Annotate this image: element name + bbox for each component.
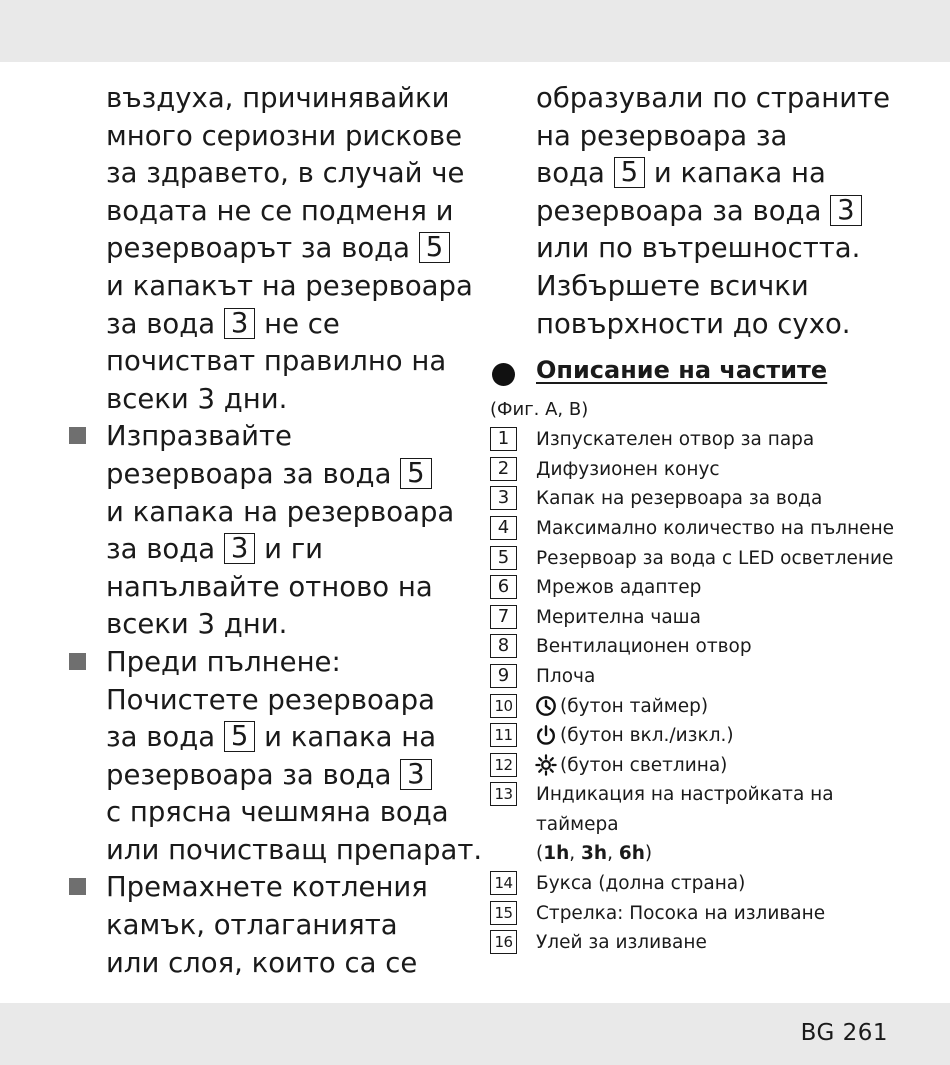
- left-column: [66, 80, 483, 982]
- part-label: (бутон светлина): [560, 754, 728, 776]
- text-line: напълвайте отново на: [106, 570, 433, 603]
- text-line: или по вътрешността.: [536, 232, 861, 265]
- text-line: вода 5 и капака на: [536, 156, 826, 190]
- text-line: за вода 5 и капака на: [106, 720, 437, 754]
- part-label: Мрежов адаптер: [536, 577, 702, 599]
- part-ref-tank: 5: [224, 721, 256, 752]
- round-bullet-icon: [492, 363, 515, 386]
- text-line: или слоя, които са се: [106, 946, 418, 979]
- section-heading: [490, 356, 930, 392]
- timer-options: (1h, 3h, 6h): [536, 843, 653, 865]
- bullet-remove-limescale: [66, 869, 466, 982]
- part-label: Мерителна чаша: [536, 606, 701, 628]
- text-line: Премахнете котления: [106, 871, 428, 904]
- list-item: [490, 544, 930, 574]
- text-line: въздуха, причинявайки: [106, 82, 450, 114]
- text-line: за вода 3 не се: [106, 306, 340, 340]
- right-column: [490, 80, 930, 958]
- list-item: [490, 751, 930, 781]
- list-item: [490, 899, 930, 929]
- part-label: Букса (долна страна): [536, 873, 746, 895]
- bullet-empty-refill: [66, 418, 466, 644]
- text-line: повърхности до сухо.: [536, 307, 851, 340]
- text-line: за вода 3 и ги: [106, 532, 324, 566]
- list-item: [490, 721, 930, 751]
- part-ref-tank: 5: [614, 157, 646, 188]
- bullet-before-filling: [66, 644, 483, 870]
- part-number: 1: [490, 427, 517, 451]
- part-number: 15: [490, 901, 517, 925]
- text-line: всеки 3 дни.: [106, 608, 288, 641]
- list-item: [490, 455, 930, 485]
- part-number: 9: [490, 664, 517, 688]
- text-line: всеки 3 дни.: [106, 382, 288, 415]
- intro-paragraph: [66, 80, 473, 418]
- part-number: 5: [490, 546, 517, 570]
- clock-icon: [535, 695, 557, 717]
- list-item: [490, 632, 930, 662]
- top-band: [0, 0, 950, 62]
- part-label: Плоча: [536, 665, 596, 687]
- part-ref-tank: 5: [400, 458, 432, 489]
- part-ref-lid: 3: [224, 533, 256, 564]
- part-label: Дифузионен конус: [536, 458, 720, 480]
- part-label: Резервоар за вода с LED осветление: [536, 547, 894, 569]
- part-label: Капак на резервоара за вода: [536, 488, 823, 510]
- text-line: водата не се подменя и: [106, 194, 454, 227]
- text-line: резервоарът за вода 5: [106, 230, 466, 268]
- list-item: [490, 425, 930, 455]
- part-number: 4: [490, 516, 517, 540]
- part-ref-lid: 3: [224, 308, 256, 339]
- part-ref-lid: 3: [830, 195, 862, 226]
- square-bullet-icon: [69, 878, 86, 895]
- part-number: 3: [490, 486, 517, 510]
- text-line: и капакът на резервоара: [106, 269, 473, 302]
- text-line: резервоара за вода 5: [106, 456, 466, 494]
- part-label: Изпускателен отвор за пара: [536, 429, 815, 451]
- text-line: резервоара за вода 3: [106, 757, 466, 795]
- parts-list: [490, 425, 930, 958]
- text-line: с прясна чешмяна вода: [106, 796, 449, 829]
- part-number: 8: [490, 634, 517, 658]
- text-line: за здравето, в случай че: [106, 157, 465, 190]
- text-line: резервоара за вода 3: [536, 193, 930, 231]
- list-item: [490, 928, 930, 958]
- page-number: BG 261: [800, 1020, 888, 1046]
- part-number: 6: [490, 575, 517, 599]
- text-line: Изпразвайте: [106, 420, 292, 453]
- square-bullet-icon: [69, 427, 86, 444]
- text-line: и капака на резервоара: [106, 495, 455, 528]
- part-number: 13: [490, 782, 517, 806]
- text-line: много сериозни рискове: [106, 119, 462, 152]
- text-line: Преди пълнене:: [106, 645, 341, 678]
- figure-reference: (Фиг. A, B): [490, 399, 589, 421]
- list-item: [490, 692, 930, 722]
- part-label: Индикация на настройката на: [536, 784, 834, 806]
- section-heading-text: Описание на частите: [536, 356, 828, 385]
- part-number: 2: [490, 457, 517, 481]
- list-item: [490, 573, 930, 603]
- part-number: 7: [490, 605, 517, 629]
- list-item: [490, 484, 930, 514]
- part-number: 16: [490, 930, 517, 954]
- part-label: Стрелка: Посока на изливане: [536, 902, 826, 924]
- part-label: (бутон вкл./изкл.): [560, 725, 734, 747]
- part-number: 12: [490, 753, 517, 777]
- text-line: Почистете резервоара: [106, 683, 435, 716]
- part-number: 14: [490, 871, 517, 895]
- part-ref-tank: 5: [419, 232, 451, 263]
- text-line: Избършете всички: [536, 269, 809, 302]
- part-label: Вентилационен отвор: [536, 636, 752, 658]
- list-item: [490, 780, 930, 869]
- list-item: [490, 603, 930, 633]
- list-item: [490, 514, 930, 544]
- part-label: Максимално количество на пълнене: [536, 517, 895, 539]
- sun-icon: [535, 754, 557, 776]
- power-icon: [535, 724, 557, 746]
- part-label: Улей за изливане: [536, 932, 707, 954]
- continuation-paragraph: [490, 80, 930, 343]
- text-line: почистват правилно на: [106, 345, 447, 378]
- part-ref-lid: 3: [400, 759, 432, 790]
- text-line: камък, отлаганията: [106, 909, 398, 942]
- list-item: [490, 662, 930, 692]
- part-number: 10: [490, 694, 517, 718]
- text-line: или почистващ препарат.: [106, 833, 483, 866]
- square-bullet-icon: [69, 653, 86, 670]
- text-line: на резервоара за: [536, 119, 788, 152]
- part-label: (бутон таймер): [560, 695, 709, 717]
- part-label-continued: таймера: [536, 813, 619, 835]
- text-line: образували по страните: [536, 82, 891, 114]
- list-item: [490, 869, 930, 899]
- part-number: 11: [490, 723, 517, 747]
